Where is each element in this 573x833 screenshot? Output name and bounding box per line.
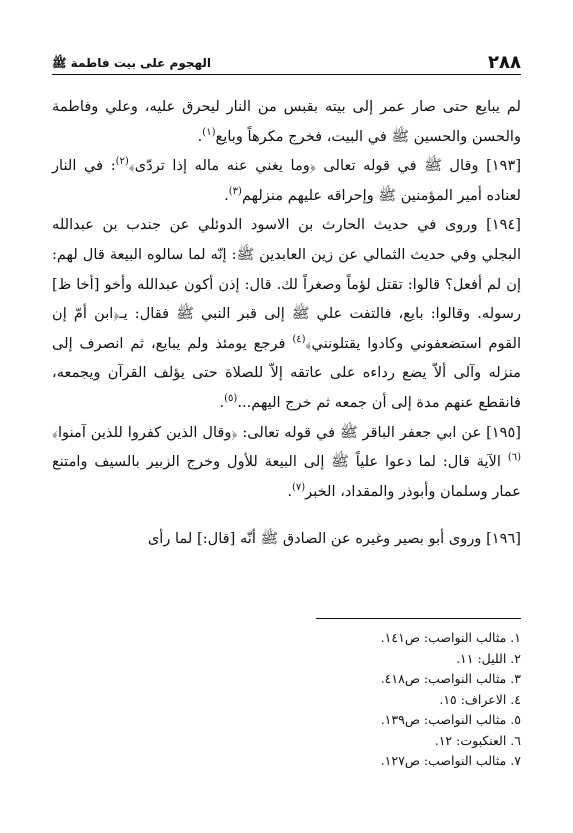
paragraph-194 — [52, 210, 521, 417]
footnote-ref: (٣) — [228, 185, 242, 197]
footnote-ref: (٦) — [507, 452, 521, 464]
paragraph-text: [١٩٣] وقال ﷺ في قوله تعالى ﴿وما يغني عنه ماله إذا تردّى﴾ — [128, 157, 522, 175]
footnote-item: ٢. الليل: ١١. — [456, 650, 521, 666]
paragraph-tail: فرجع يومئذ ولم يبايع، ثم انصرف إلى منزله وآلى ألاّ يضع رداءه على عاتقه إلاّ للصلاة حتى يؤلف القرآن ويجمعه، فانقطع عنهم مدة إلى أن جمعه ثم خرج اليهم... — [52, 334, 521, 411]
footnote-ref: (٤) — [292, 333, 306, 345]
paragraph-tail: : في النار لعناده أمير المؤمنين ﷺ وإحراقه عليهم منزلهم — [52, 157, 521, 204]
footnote-ref: (٥) — [224, 393, 238, 405]
footnotes-list — [221, 628, 521, 772]
paragraph-195 — [52, 418, 521, 507]
footnote-item: ٥. مثالب النواصب: ص١٣٩. — [380, 712, 521, 727]
footnote-separator — [316, 618, 521, 619]
footnote-item: ٤. الاعراف: ١٥. — [439, 691, 521, 707]
paragraph-tail: . — [287, 482, 292, 500]
paragraph-tail: . — [197, 127, 203, 145]
footnote-item: ٧. مثالب النواصب: ص١٢٧. — [380, 753, 521, 768]
footnote-ref: (٢) — [115, 156, 129, 168]
page-header — [52, 52, 521, 78]
paragraph-193 — [52, 151, 521, 210]
paragraph-tail: . — [219, 393, 225, 411]
body-text — [52, 92, 521, 554]
paragraph-text: لم يبايع حتى صار عمر إلى بيته بقبس من النار ليحرق عليه، وعلي وفاطمة والحسن والحسين ﷺ في البيت، فخرج مكرهاً وبايع — [52, 98, 521, 145]
paragraph-text: [١٩٥] عن ابي جعفر الباقر ﷺ في قوله تعالى: ﴿وقال الذين كفروا للذين آمنوا﴾ — [52, 423, 521, 441]
paragraph-text: [١٩٤] وروى في حديث الحارث بن الاسود الدوئلي عن جندب بن عبدالله البجلي وفي حديث الثمالي عن زين العابدين ﷺ: إنّه لما سالوه البيعة قال لهم: إن لم أفعل؟ قالوا: تقتل لؤماً وصغراً لك. قال: إذن أكون عبدالله وأخو [أخا ظ] رسوله. وقالوا: بايع، فالتفت علي ﷺ إلى قبر النبي ﷺ فقال: يـ﴿ابن أمّ إن القوم استضعفوني وكادوا يقتلونني﴾ — [52, 216, 521, 352]
paragraph-196 — [52, 524, 521, 554]
footnote-ref: (٧) — [291, 481, 306, 493]
running-title: الهجوم على بيت فاطمة ﷺ — [52, 56, 212, 70]
paragraph-tail: الآية قال: لما دعوا علياً ﷺ إلى البيعة للأول وخرج الزبير بالسيف وامتنع عمار وسلمان وأبوذر والمقداد، الخبر — [52, 453, 521, 500]
footnote-item: ١. مثالب النواصب: ص١٤١. — [380, 630, 521, 645]
footnote-item: ٣. مثالب النواصب: ص٤١٨. — [380, 671, 521, 686]
header-rule — [52, 74, 521, 75]
footnote-item: ٦. العنكبوت: ١٢. — [434, 732, 521, 748]
paragraph-intro — [52, 92, 521, 151]
paragraph-text: [١٩٦] وروى أبو بصير وغيره عن الصادق ﷺ أنّه [قال:] لما رأى — [147, 530, 521, 548]
paragraph-tail: . — [224, 186, 229, 204]
page-number: ٢٨٨ — [488, 52, 521, 73]
footnote-ref: (١) — [202, 126, 216, 138]
